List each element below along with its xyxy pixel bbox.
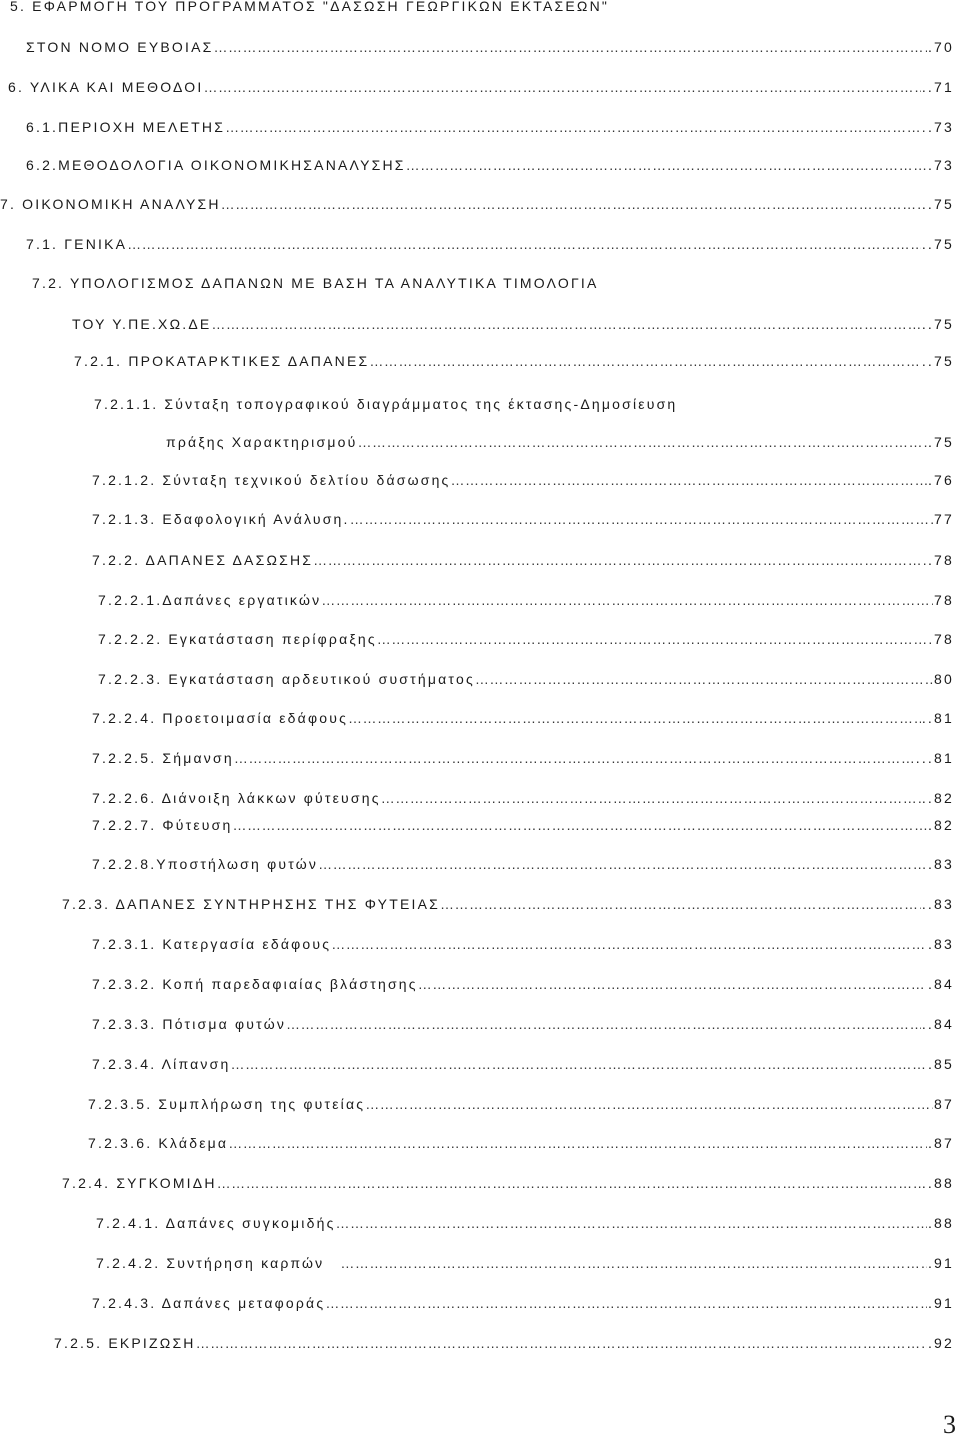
toc-page-number: .84 xyxy=(927,976,954,992)
toc-leader-dots xyxy=(213,37,926,57)
toc-leader-dots xyxy=(406,155,927,175)
toc-entry-7-2-1-3[interactable] xyxy=(92,509,954,529)
toc-page-number: .73 xyxy=(927,119,954,135)
toc-page-number: 78 xyxy=(934,592,954,608)
toc-leader-dots xyxy=(350,509,933,529)
toc-entry-title: 7.2.1. ΠΡΟΚΑΤΑΡΚΤΙΚΕΣ ΔΑΠΑΝΕΣ xyxy=(74,353,370,369)
toc-entry-7-2-1[interactable] xyxy=(74,351,954,371)
toc-entry-7-2-2-2[interactable] xyxy=(98,629,954,649)
toc-entry-7-2-2-6[interactable] xyxy=(92,788,954,808)
toc-entry-6[interactable] xyxy=(8,77,954,97)
toc-entry-7-2-2-4[interactable] xyxy=(92,708,954,728)
toc-entry-title: 7.2.1.1. Σύνταξη τοπογραφικού διαγράμματος της έκτασης-Δημοσίευση xyxy=(94,396,678,412)
toc-leader-dots xyxy=(225,117,927,137)
toc-entry-7-2-4-3[interactable] xyxy=(92,1293,954,1313)
toc-entry-6-1[interactable] xyxy=(26,117,954,137)
toc-entry-title: 7.2.3.5. Συμπλήρωση της φυτείας xyxy=(88,1096,366,1112)
toc-leader-dots xyxy=(365,1094,933,1114)
toc-entry-7-2-1-1-cont[interactable] xyxy=(166,432,954,452)
toc-entry-7[interactable] xyxy=(0,194,954,214)
toc-entry-7-1[interactable] xyxy=(26,234,954,254)
toc-entry-7-2-2-8[interactable] xyxy=(92,854,954,874)
toc-leader-dots xyxy=(331,934,927,954)
toc-leader-dots xyxy=(203,77,920,97)
toc-entry-7-2-2-1[interactable] xyxy=(98,590,954,610)
toc-entry-7-2-2-7[interactable] xyxy=(92,815,954,835)
toc-leader-dots xyxy=(217,1173,921,1193)
toc-entry-7-2-1-1 xyxy=(94,394,677,414)
toc-entry-title: ΣΤΟΝ ΝΟΜΟ ΕΥΒΟΙΑΣ xyxy=(26,39,214,55)
toc-entry-title: 6.1.ΠΕΡΙΟΧΗ ΜΕΛΕΤΗΣ xyxy=(26,119,226,135)
toc-entry-title: 7.2.4.2. Συντήρηση καρπών xyxy=(96,1255,325,1271)
toc-page-number: ..88 xyxy=(921,1175,954,1191)
toc-page-number: .91 xyxy=(927,1255,954,1271)
toc-entry-title: 7.2.2.5. Σήμανση xyxy=(92,750,234,766)
toc-leader-dots xyxy=(313,550,927,570)
toc-entry-title: 6. ΥΛΙΚΑ ΚΑΙ ΜΕΘΟΔΟΙ xyxy=(8,79,204,95)
toc-entry-title: 7.2.3. ΔΑΠΑΝΕΣ ΣΥΝΤΗΡΗΣΗΣ ΤΗΣ ΦΥΤΕΙΑΣ xyxy=(62,896,440,912)
toc-entry-title: 7.2.2.7. Φύτευση xyxy=(92,817,233,833)
toc-leader-dots xyxy=(357,432,927,452)
toc-page-number: .70 xyxy=(927,39,954,55)
toc-entry-title: 7. ΟΙΚΟΝΟΜΙΚΗ ΑΝΑΛΥΣΗ xyxy=(0,196,221,212)
toc-page-number: ..71 xyxy=(921,79,954,95)
toc-page-number: .91 xyxy=(927,1295,954,1311)
toc-entry-7-2-5[interactable] xyxy=(54,1333,954,1353)
toc-leader-dots xyxy=(440,894,921,914)
toc-page-number: ..84 xyxy=(921,1016,954,1032)
toc-leader-dots xyxy=(234,748,915,768)
toc-page-number: .87 xyxy=(927,1135,954,1151)
toc-page-number: 87 xyxy=(934,1096,954,1112)
toc-entry-title: 7.2.3.6. Κλάδεμα xyxy=(88,1135,229,1151)
toc-entry-title: πράξης Χαρακτηρισμού xyxy=(166,434,358,450)
toc-entry-title: 5. ΕΦΑΡΜΟΓΗ ΤΟΥ ΠΡΟΓΡΑΜΜΑΤΟΣ "ΔΑΣΩΣΗ ΓΕΩΡΓΙΚΩΝ ΕΚΤΑΣΕΩΝ" xyxy=(10,0,610,14)
toc-leader-dots xyxy=(318,854,927,874)
toc-entry-title: 7.2.4. ΣΥΓΚΟΜΙΔΗ xyxy=(62,1175,217,1191)
toc-entry-7-2-4-2[interactable] xyxy=(96,1253,954,1273)
toc-entry-5 xyxy=(10,0,609,16)
toc-entry-title: 7.2.3.1. Κατεργασία εδάφους xyxy=(92,936,332,952)
toc-leader-dots xyxy=(340,1253,927,1273)
toc-entry-title: 7.2.5. ΕΚΡΙΖΩΣΗ xyxy=(54,1335,196,1351)
toc-page-number: ..75 xyxy=(921,316,954,332)
toc-page-number: .83 xyxy=(927,936,954,952)
toc-leader-dots xyxy=(321,590,933,610)
toc-page-number: .92 xyxy=(927,1335,954,1351)
toc-page-number: .83 xyxy=(927,856,954,872)
toc-entry-7-2-3-1[interactable] xyxy=(92,934,954,954)
toc-page-number: ..83 xyxy=(921,896,954,912)
toc-page-number: 77 xyxy=(934,511,954,527)
toc-leader-dots xyxy=(369,351,920,371)
toc-entry-title: ΤΟΥ Υ.ΠΕ.ΧΩ.ΔΕ xyxy=(72,316,212,332)
toc-entry-title: 7.2.3.4. Λίπανση xyxy=(92,1056,231,1072)
toc-leader-dots xyxy=(377,629,933,649)
toc-page-number: ..81 xyxy=(921,710,954,726)
toc-page-number: ..75 xyxy=(921,196,954,212)
toc-leader-dots xyxy=(475,669,933,689)
toc-leader-dots xyxy=(228,1133,927,1153)
toc-entry-title: 7.2.2.6. Διάνοιξη λάκκων φύτευσης xyxy=(92,790,381,806)
toc-entry-title: 7.2.2.3. Εγκατάσταση αρδευτικού συστήματος xyxy=(98,671,475,687)
toc-entry-7-2-4-1[interactable] xyxy=(96,1213,954,1233)
toc-entry-7-2-1-2[interactable] xyxy=(92,470,954,490)
toc-leader-dots xyxy=(418,974,927,994)
toc-page-number: 78 xyxy=(934,631,954,647)
toc-entry-5-cont[interactable] xyxy=(26,37,954,57)
toc-entry-title: 7.2.2. ΔΑΠΑΝΕΣ ΔΑΣΩΣΗΣ xyxy=(92,552,314,568)
toc-entry-title: 7.2.2.4. Προετοιμασία εδάφους xyxy=(92,710,349,726)
toc-entry-7-2-3-5[interactable] xyxy=(88,1094,954,1114)
toc-entry-title: 7.2.4.3. Δαπάνες μεταφοράς xyxy=(92,1295,326,1311)
toc-entry-7-2-3-3[interactable] xyxy=(92,1014,954,1034)
toc-entry-title: 7.2.2.8.Υποστήλωση φυτών xyxy=(92,856,319,872)
toc-entry-title: 7.2.1.2. Σύνταξη τεχνικού δελτίου δάσωσης xyxy=(92,472,451,488)
toc-page-number: ..75 xyxy=(921,353,954,369)
toc-entry-title: 7.2.2.1.Δαπάνες εργατικών xyxy=(98,592,322,608)
toc-entry-title: 7.2.2.2. Εγκατάσταση περίφραξης xyxy=(98,631,377,647)
toc-leader-dots xyxy=(232,815,926,835)
toc-page-number: ..75 xyxy=(921,236,954,252)
toc-leader-dots xyxy=(230,1054,926,1074)
toc-page-number: .73 xyxy=(927,157,954,173)
toc-entry-7-2-2-3[interactable] xyxy=(98,669,954,689)
page-number: 3 xyxy=(943,1410,956,1439)
toc-leader-dots xyxy=(196,1333,927,1353)
toc-entry-7-2-3-6[interactable] xyxy=(88,1133,954,1153)
toc-leader-dots xyxy=(381,788,921,808)
toc-entry-title: 7.2.3.2. Κοπή παρεδαφιαίας βλάστησης xyxy=(92,976,418,992)
toc-entry-7-2-cont[interactable] xyxy=(72,314,954,334)
toc-page-number: .75 xyxy=(927,434,954,450)
toc-entry-title: 7.2. ΥΠΟΛΟΓΙΣΜΟΣ ΔΑΠΑΝΩΝ ΜΕ ΒΑΣΗ ΤΑ ΑΝΑΛΥΤΙΚΑ ΤΙΜΟΛΟΓΙΑ xyxy=(32,275,599,291)
toc-entry-6-2[interactable] xyxy=(26,155,954,175)
toc-leader-dots xyxy=(325,1293,927,1313)
toc-leader-dots xyxy=(211,314,920,334)
toc-page-number: ..82 xyxy=(921,790,954,806)
toc-entry-7-2-3-4[interactable] xyxy=(92,1054,954,1074)
toc-page-number: .76 xyxy=(927,472,954,488)
toc-leader-dots xyxy=(336,1213,927,1233)
toc-leader-dots xyxy=(221,194,921,214)
toc-entry-title: 7.2.3.3. Πότισμα φυτών xyxy=(92,1016,287,1032)
toc-entry-title: 7.2.1.3. Εδαφολογική Ανάλυση. xyxy=(92,511,350,527)
toc-entry-7-2-3-2[interactable] xyxy=(92,974,954,994)
toc-page-number: .88 xyxy=(927,1215,954,1231)
toc-entry-7-2-2-5[interactable] xyxy=(92,748,954,768)
toc-entry-7-2-2[interactable] xyxy=(92,550,954,570)
toc-entry-7-2-4[interactable] xyxy=(62,1173,954,1193)
toc-leader-dots xyxy=(127,234,921,254)
toc-entry-7-2 xyxy=(32,273,599,293)
toc-leader-dots xyxy=(451,470,927,490)
toc-entry-title: 7.1. ΓΕΝΙΚΑ xyxy=(26,236,128,252)
toc-page-number: ...81 xyxy=(915,750,954,766)
toc-page-number: 80 xyxy=(934,671,954,687)
toc-entry-7-2-3[interactable] xyxy=(62,894,954,914)
toc-page-number: .78 xyxy=(927,552,954,568)
toc-leader-dots xyxy=(348,708,921,728)
toc-leader-dots xyxy=(286,1014,921,1034)
toc-entry-title: 7.2.4.1. Δαπάνες συγκομιδής xyxy=(96,1215,336,1231)
toc-page-number: .82 xyxy=(927,817,954,833)
toc-page-number: .85 xyxy=(927,1056,954,1072)
toc-entry-title: 6.2.ΜΕΘΟΔΟΛΟΓΙΑ ΟΙΚΟΝΟΜΙΚΗΣΑΝΑΛΥΣΗΣ xyxy=(26,157,406,173)
